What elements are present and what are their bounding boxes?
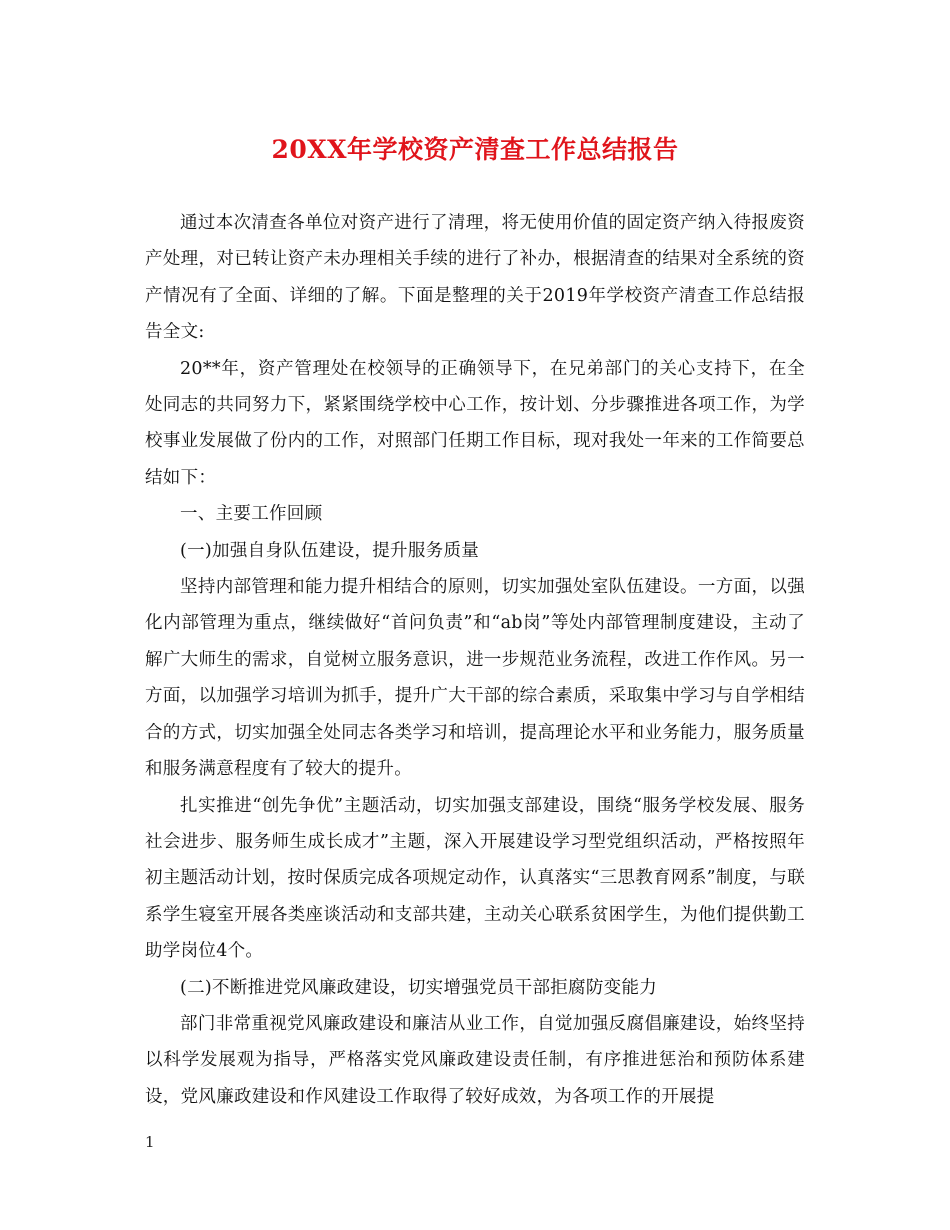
paragraph-integrity: 部门非常重视党风廉政建设和廉洁从业工作，自觉加强反腐倡廉建设，始终坚持以科学发展观为指导，严格落实党风廉政建设责任制，有序推进惩治和预防体系建设，党风廉政建设和作风建设工作取得了较好成效，为各项工作的开展提 [145, 1013, 805, 1107]
document-body [145, 205, 805, 1115]
section-heading-review: 一、主要工作回顾 [180, 504, 323, 525]
paragraph-overview: 20**年，资产管理处在校领导的正确领导下，在兄弟部门的关心支持下，在全处同志的共同努力下，紧紧围绕学校中心工作，按计划、分步骤推进各项工作，为学校事业发展做了份内的工作，对照部门任期工作目标，现对我处一年来的工作简要总结如下： [145, 358, 805, 488]
subsection-heading-team: (一)加强自身队伍建设，提升服务质量 [180, 540, 480, 561]
paragraph-intro: 通过本次清查各单位对资产进行了清理，将无使用价值的固定资产纳入待报废资产处理，对已转让资产未办理相关手续的进行了补办，根据清查的结果对全系统的资产情况有了全面、详细的了解。下面是整理的关于2019年学校资产清查工作总结报告全文: [145, 213, 805, 343]
page-number: 1 [145, 1133, 155, 1151]
paragraph-activities: 扎实推进“创先争优”主题活动，切实加强支部建设，围绕“服务学校发展、服务社会进步、服务师生成长成才”主题，深入开展建设学习型党组织活动，严格按照年初主题活动计划，按时保质完成各项规定动作，认真落实“三思教育网系”制度，与联系学生寝室开展各类座谈活动和支部共建，主动关心联系贫困学生，为他们提供勤工助学岗位4个。 [145, 795, 805, 962]
document-title: 20XX年学校资产清查工作总结报告 [271, 135, 679, 164]
paragraph-team-building: 坚持内部管理和能力提升相结合的原则，切实加强处室队伍建设。一方面，以强化内部管理为重点，继续做好“首问负责”和“ab岗”等处内部管理制度建设，主动了解广大师生的需求，自觉树立服务意识，进一步规范业务流程，改进工作作风。另一方面，以加强学习培训为抓手，提升广大干部的综合素质，采取集中学习与自学相结合的方式，切实加强全处同志各类学习和培训，提高理论水平和业务能力，服务质量和服务满意程度有了较大的提升。 [145, 577, 805, 780]
subsection-heading-integrity: (二)不断推进党风廉政建设，切实增强党员干部拒腐防变能力 [180, 977, 658, 998]
